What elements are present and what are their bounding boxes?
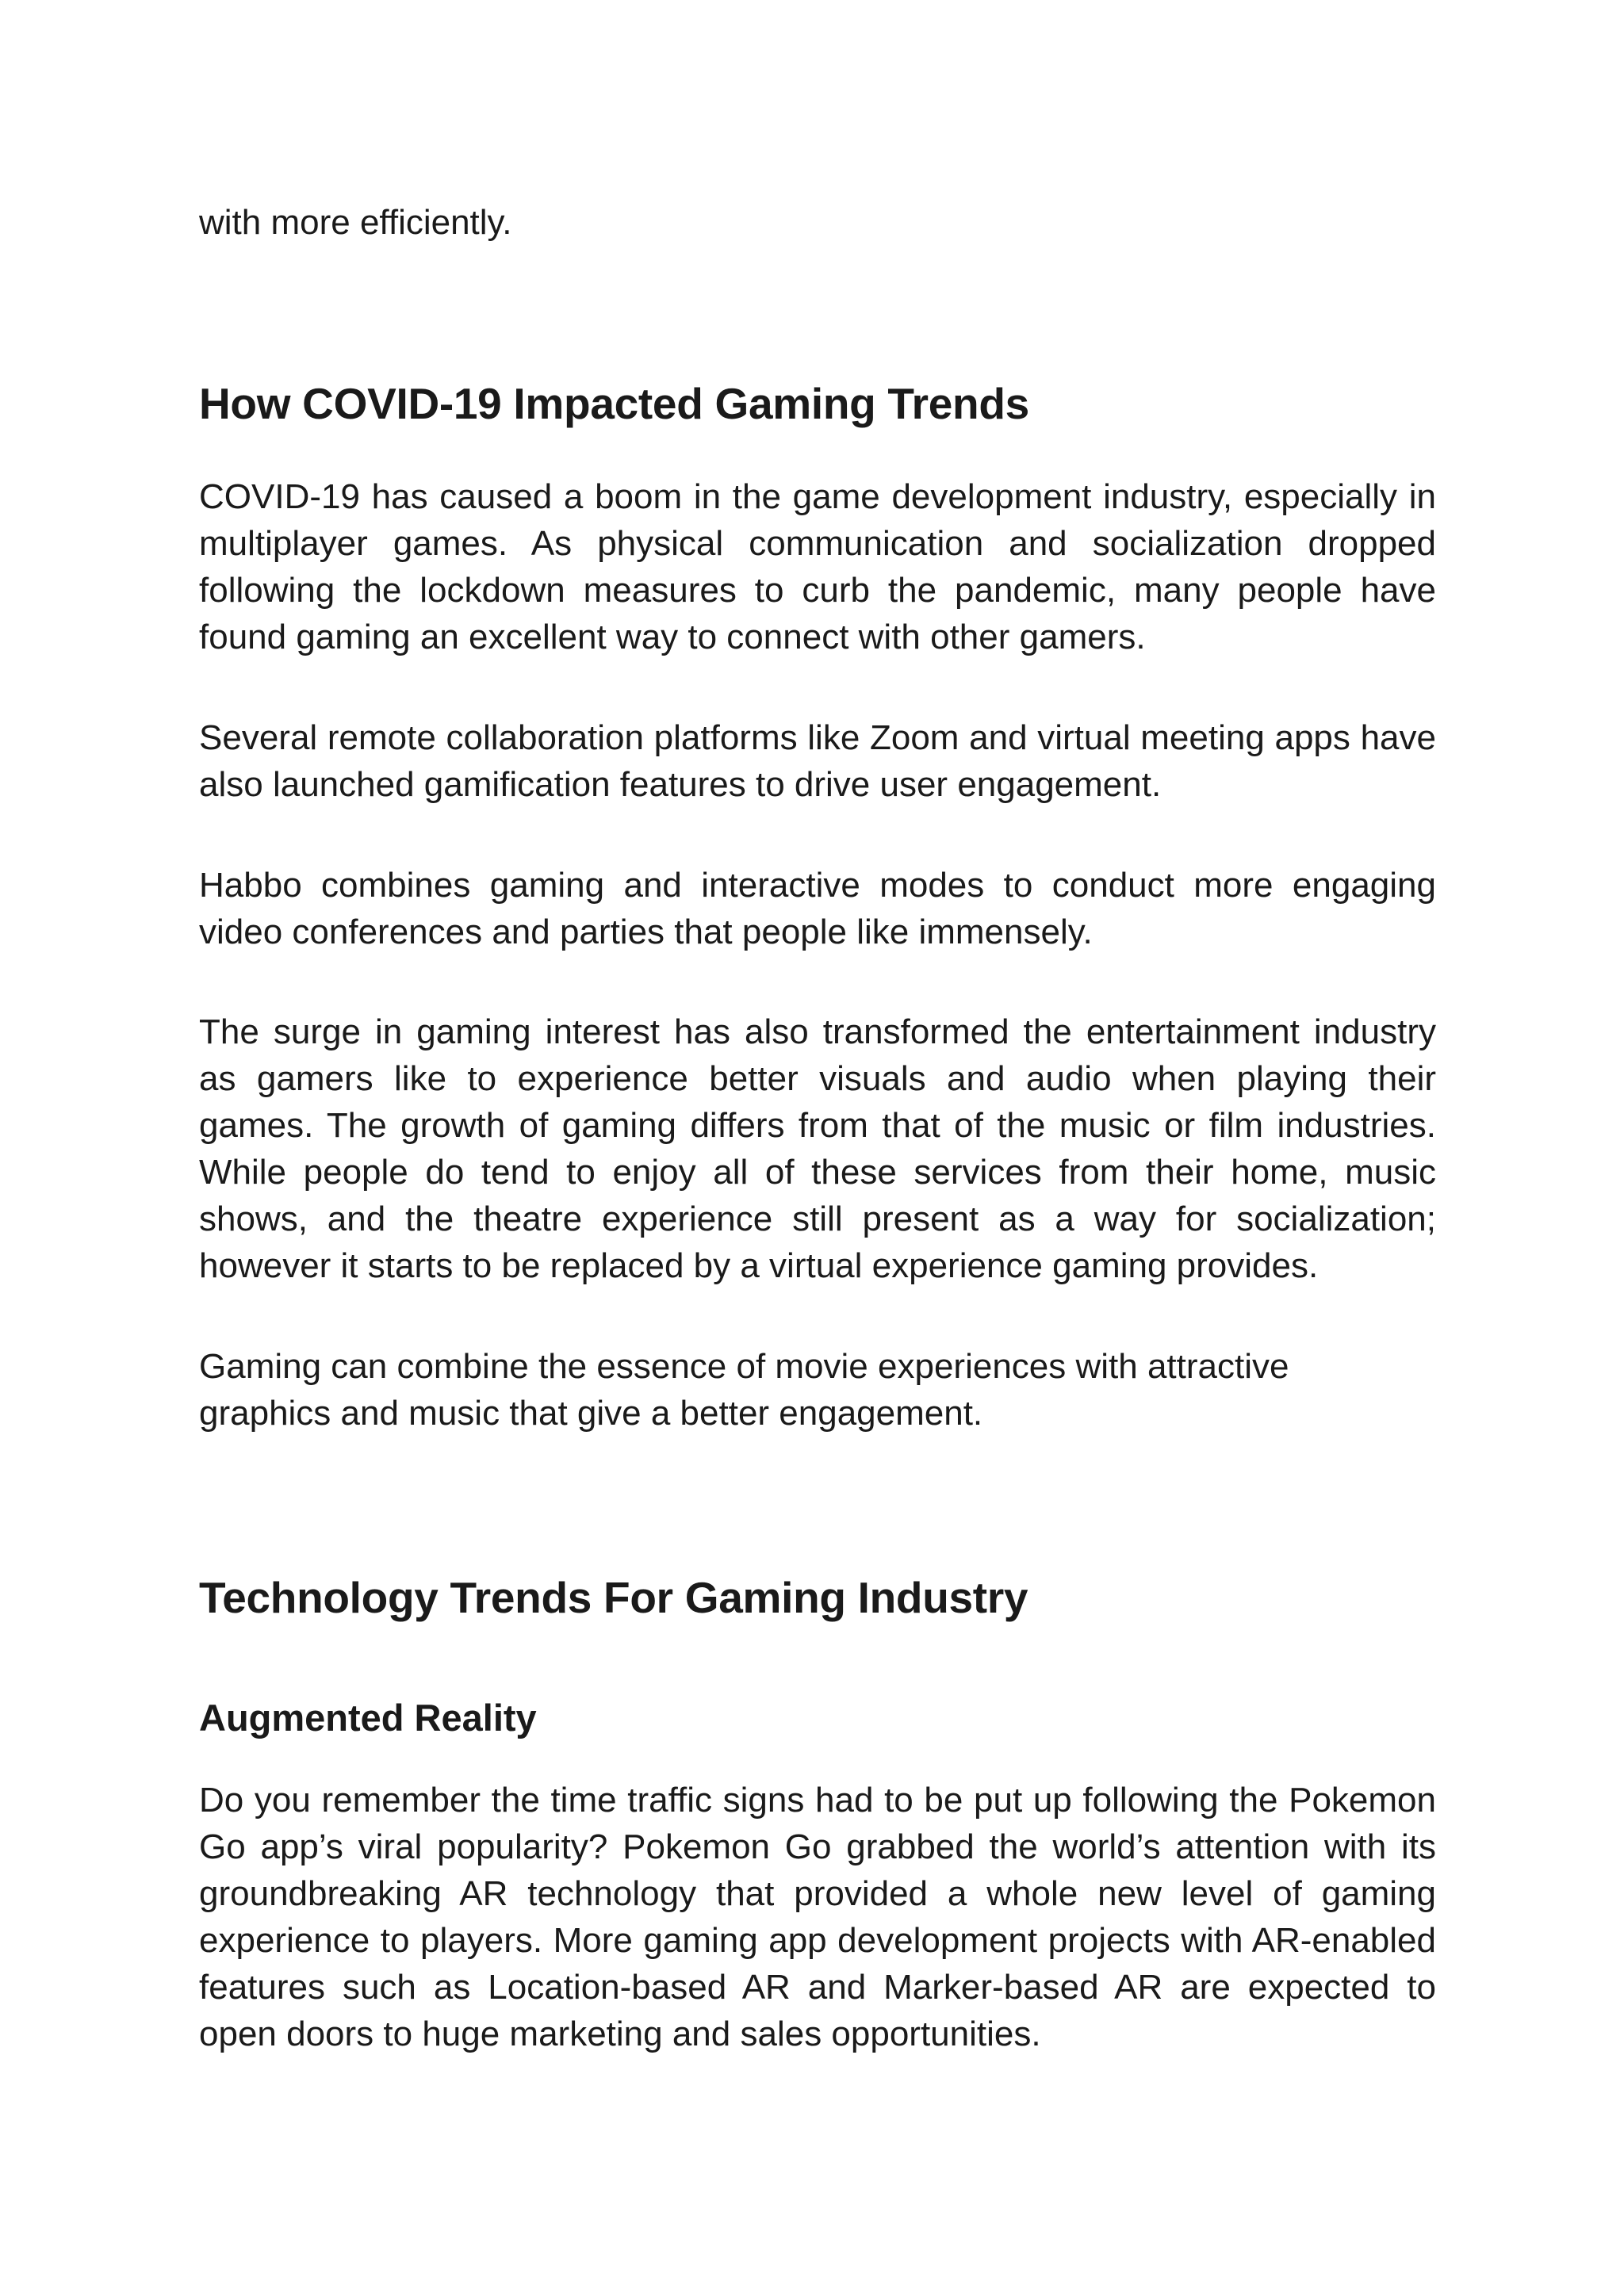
intro-fragment: with more efficiently. xyxy=(199,203,512,242)
section-heading-technology-trends: Technology Trends For Gaming Industry xyxy=(199,1573,1028,1622)
subsection-heading-augmented-reality: Augmented Reality xyxy=(199,1697,537,1739)
paragraph-habbo: Habbo combines gaming and interactive modes to conduct more engaging video conferences and parties that people like immensely. xyxy=(199,866,1436,951)
section-heading-covid-gaming: How COVID-19 Impacted Gaming Trends xyxy=(199,379,1029,428)
paragraph-covid-boom: COVID-19 has caused a boom in the game development industry, especially in multiplayer games. As physical communication and socialization dropped following the lockdown measures to curb the pandemic, many people have found gaming an excellent way to connect with other gamers. xyxy=(199,477,1436,656)
paragraph-entertainment-industry: The surge in gaming interest has also transformed the entertainment industry as gamers like to experience better visuals and audio when playing their games. The growth of gaming differs from that of the music or film industries. While people do tend to enjoy all of these services from their home, music shows, and the theatre experience still present as a way for socialization; however it starts to be replaced by a virtual experience gaming provides. xyxy=(199,1012,1436,1285)
paragraph-movie-experiences: Gaming can combine the essence of movie experiences with attractive graphics and music that give a better engagement. xyxy=(199,1347,1289,1433)
paragraph-remote-collaboration: Several remote collaboration platforms like Zoom and virtual meeting apps have also launched gamification features to drive user engagement. xyxy=(199,718,1436,804)
paragraph-augmented-reality: Do you remember the time traffic signs had to be put up following the Pokemon Go app’s viral popularity? Pokemon Go grabbed the world’s attention with its groundbreaking AR technology that provided a whole new level of gaming experience to players. More gaming app development projects with AR-enabled features such as Location-based AR and Marker-based AR are expected to open doors to huge marketing and sales opportunities. xyxy=(199,1781,1436,2053)
